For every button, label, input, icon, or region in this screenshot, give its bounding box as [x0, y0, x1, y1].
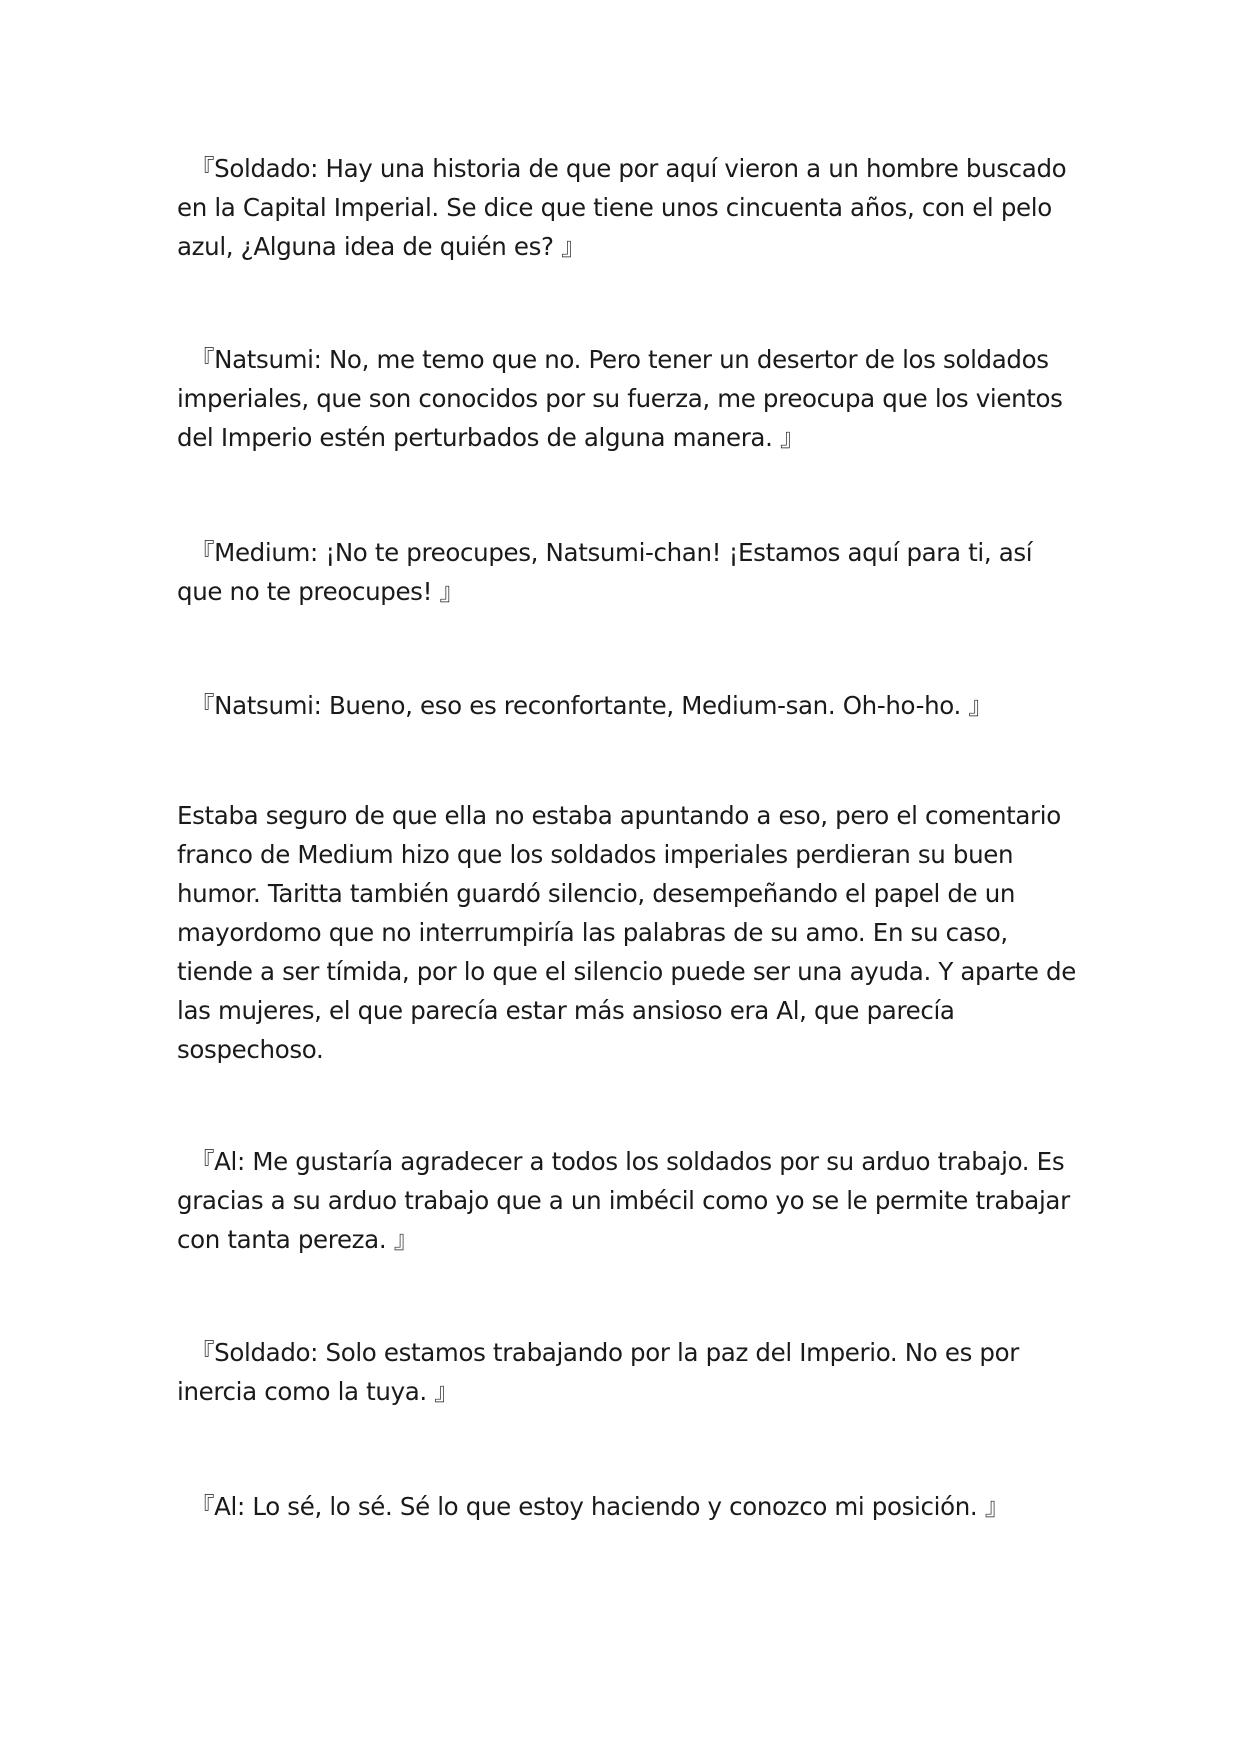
dialogue-soldado-1: 『Soldado: Hay una historia de que por aquí vieron a un hombre buscado en la Capital Imperial. Se dice que tiene unos cincuenta años, con el pelo azul, ¿Alguna idea de quién es? 』	[177, 154, 1067, 261]
dialogue-al-1: 『Al: Me gustaría agradecer a todos los soldados por su arduo trabajo. Es gracias a su arduo trabajo que a un imbécil como yo se le permite trabajar con tanta pereza. 』	[177, 1147, 1070, 1254]
narration-paragraph: Estaba seguro de que ella no estaba apuntando a eso, pero el comentario franco de Medium hizo que los soldados imperiales perdieran su buen humor. Taritta también guardó silencio, desempeñando el papel de un mayordomo que no interrumpiría las palabras de su amo. En su caso, tiende a ser tímida, por lo que el silencio puede ser una ayuda. Y aparte de las mujeres, el que parecía estar más ansioso era Al, que parecía sospechoso.	[177, 801, 1076, 1064]
dialogue-soldado-2: 『Soldado: Solo estamos trabajando por la paz del Imperio. No es por inercia como la tuya. 』	[177, 1338, 1019, 1406]
dialogue-medium-1: 『Medium: ¡No te preocupes, Natsumi-chan! ¡Estamos aquí para ti, así que no te preocupes! 』	[177, 538, 1033, 606]
dialogue-natsumi-1: 『Natsumi: No, me temo que no. Pero tener un desertor de los soldados imperiales, que son conocidos por su fuerza, me preocupa que los vientos del Imperio estén perturbados de alguna manera. 』	[177, 345, 1063, 452]
dialogue-natsumi-2: 『Natsumi: Bueno, eso es reconfortante, Medium-san. Oh-ho-ho. 』	[190, 691, 993, 720]
dialogue-al-2: 『Al: Lo sé, lo sé. Sé lo que estoy haciendo y conozco mi posición. 』	[190, 1492, 1009, 1521]
